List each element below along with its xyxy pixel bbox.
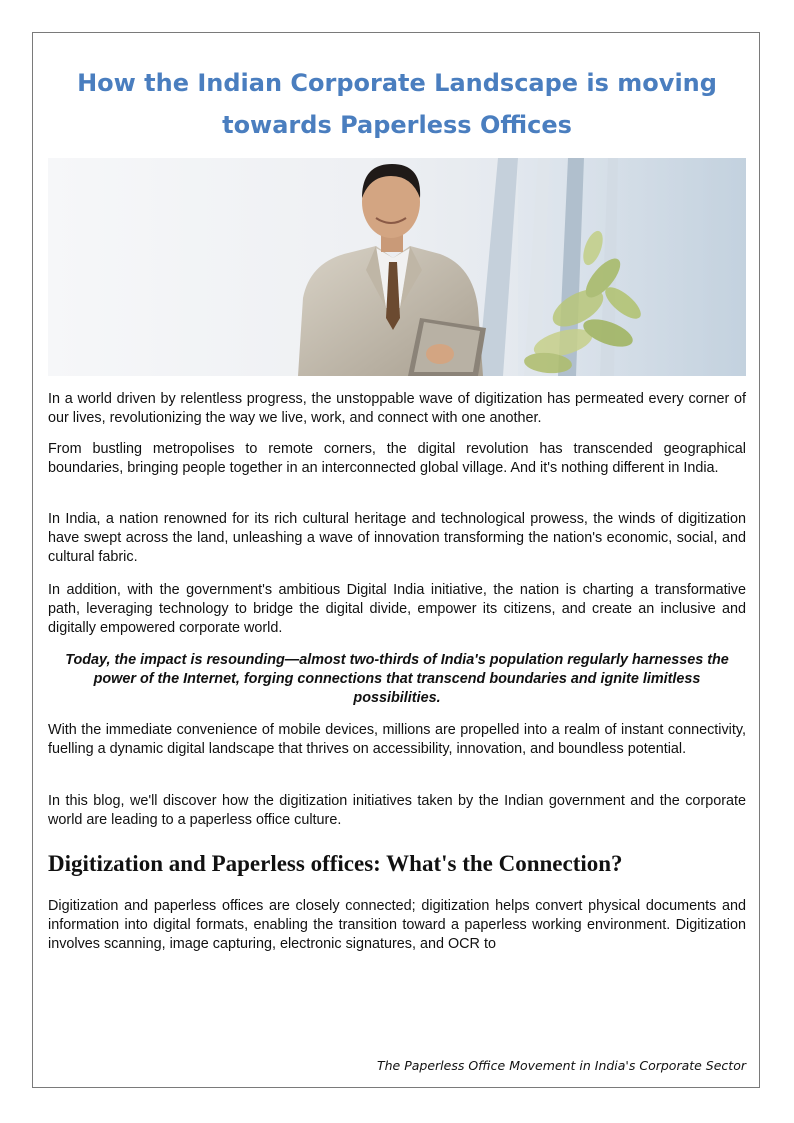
- section-paragraph: Digitization and paperless offices are closely connected; digitization helps convert physical documents and information into digital formats, enabling the transition toward a paperless working environment. Digitization involves scanning, image capturing, electronic signatures, and OCR to: [48, 898, 746, 953]
- intro-paragraph-2: From bustling metropolises to remote corners, the digital revolution has transcended geographical boundaries, bringing people together in an interconnected global village. And it's nothing different in India.: [48, 441, 746, 477]
- intro-paragraph-1: In a world driven by relentless progress, the unstoppable wave of digitization has permeated every corner of our lives, revolutionizing the way we live, work, and connect with one another.: [48, 391, 746, 427]
- page-title: How the Indian Corporate Landscape is moving towards Paperless Offices: [77, 69, 717, 139]
- page-footer: The Paperless Office Movement in India's Corporate Sector: [376, 1058, 746, 1073]
- intro-paragraph-3: In India, a nation renowned for its rich cultural heritage and technological prowess, the winds of digitization have swept across the land, unleashing a wave of innovation transforming the nation's economic, social, and cultural fabric.: [48, 511, 746, 566]
- businessman-with-tablet-photo: [48, 158, 746, 376]
- body-paragraph-5: With the immediate convenience of mobile devices, millions are propelled into a realm of instant connectivity, fuelling a dynamic digital landscape that thrives on accessibility, innovation, and boundless potential.: [48, 722, 746, 758]
- intro-paragraph-4: In addition, with the government's ambitious Digital India initiative, the nation is charting a transformative path, leveraging technology to bridge the digital divide, empower its citizens, and create an inclusive and digitally empowered corporate world.: [48, 582, 746, 637]
- section-heading: Digitization and Paperless offices: What's the Connection?: [48, 851, 623, 876]
- highlight-quote: Today, the impact is resounding—almost two-thirds of India's population regularly harnesses the power of the Internet, forging connections that transcend boundaries and ignite limitless possibilities.: [65, 652, 729, 707]
- body-paragraph-6: In this blog, we'll discover how the digitization initiatives taken by the Indian government and the corporate world are leading to a paperless office culture.: [48, 793, 746, 829]
